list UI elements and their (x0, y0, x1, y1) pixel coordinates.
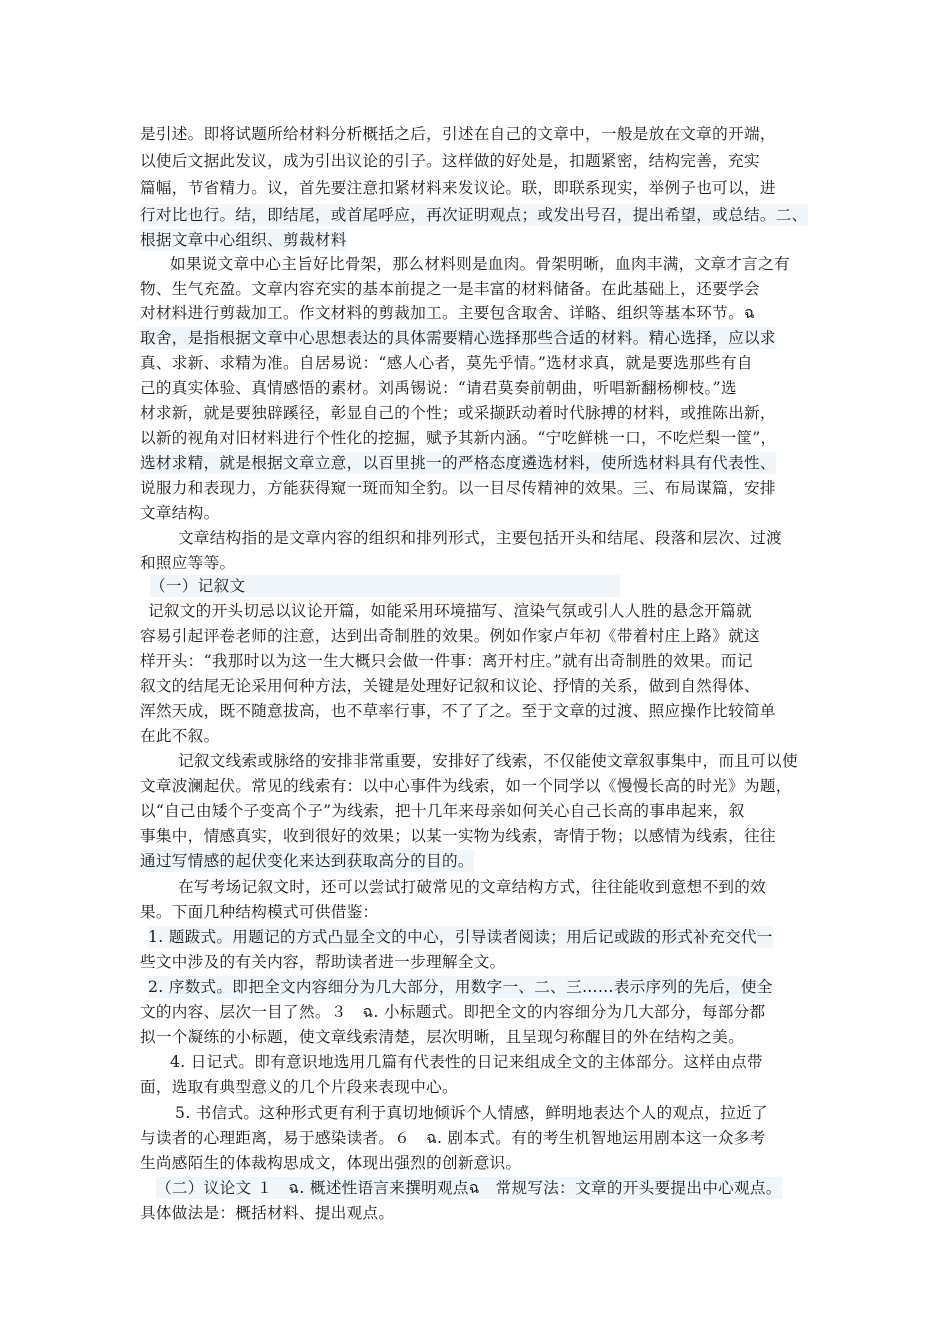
text-line: （二）议论文 １ ฉ. 概述性语言来撰明观点ฉ 常规写法：文章的开头要提出中心观点。 (156, 1179, 782, 1197)
text-line: 5. 书信式。这种形式更有利于真切地倾诉个人情感，鲜明地表达个人的观点，拉近了 (175, 1104, 768, 1122)
text-line: 物、生气充盈。文章内容充实的基本前提之一是丰富的材料储备。在此基础上，还要学会 (140, 280, 760, 298)
text-line: 具体做法是：概括材料、提出观点。 (140, 1204, 395, 1222)
text-line: 是引述。即将试题所给材料分析概括之后，引述在自己的文章中，一般是放在文章的开端， (140, 125, 776, 143)
text-line: 如果说文章中心主旨好比骨架，那么材料则是血肉。骨架明晰，血肉丰满，文章才言之有 (170, 255, 790, 273)
text-line: 样开头：“我那时以为这一生大概只会做一件事：离开村庄。”就有出奇制胜的效果。而记 (140, 652, 753, 670)
text-line: 以“自己由矮个子变高个子”为线索，把十几年来母亲如何关心自己长高的事串起来，叙 (140, 802, 745, 820)
text-line: 文的内容、层次一目了然。３ ฉ. 小标题式。即把全文的内容细分为几大部分，每部分都 (140, 1003, 766, 1021)
text-line: 容易引起评卷老师的注意，达到出奇制胜的效果。例如作家卢年初《带着村庄上路》就这 (140, 627, 760, 645)
text-line: 文章结构指的是文章内容的组织和排列形式，主要包括开头和结尾、段落和层次、过渡 (178, 529, 782, 547)
text-line: 以新的视角对旧材料进行个性化的挖掘，赋予其新内涵。“宁吃鲜桃一口，不吃烂梨一筐”， (140, 429, 777, 447)
text-line: 1. 题跋式。用题记的方式凸显全文的中心，引导读者阅读；用后记或跋的形式补充交代一 (148, 928, 773, 946)
text-line: 生尚感陌生的体裁构思成文，体现出强烈的创新意识。 (140, 1154, 522, 1172)
text-line: 与读者的心理距离，易于感染读者。６ ฉ. 剧本式。有的考生机智地运用剧本这一众多考 (140, 1129, 766, 1147)
text-line: 在此不叙。 (140, 727, 220, 745)
text-line: 和照应等等。 (140, 554, 236, 572)
text-line: 些文中涉及的有关内容，帮助读者进一步理解全文。 (140, 953, 506, 971)
section-heading: （一）记叙文 (150, 575, 620, 597)
text-line: 文章波澜起伏。常见的线索有：以中心事件为线索，如一个同学以《慢慢长高的时光》为题， (140, 777, 792, 795)
text-line: 记叙文线索或脉络的安排非常重要，安排好了线索，不仅能使文章叙事集中，而且可以使 (178, 752, 798, 770)
text-line: 果。下面几种结构模式可供借鉴： (140, 903, 379, 921)
text-line: 篇幅，节省精力。议，首先要注意扣紧材料来发议论。联，即联系现实，举例子也可以，进 (140, 179, 776, 197)
text-line: 己的真实体验、真情感悟的素材。刘禹锡说：“请君莫奏前朝曲，听唱新翻杨柳枝。”选 (140, 379, 737, 397)
text-line: 对材料进行剪裁加工。作文材料的剪裁加工。主要包含取舍、详略、组织等基本环节。ฉ (140, 304, 755, 322)
text-line: 以使后文据此发议，成为引出议论的引子。这样做的好处是，扣题紧密，结构完善，充实 (140, 152, 760, 170)
text-line: 文章结构。 (140, 504, 220, 522)
text-line: 浑然天成，既不随意拔高，也不草率行事，不了了之。至于文章的过渡、照应操作比较简单 (140, 702, 776, 720)
text-line: 4. 日记式。即有意识地选用几篇有代表性的日记来组成全文的主体部分。这样由点带 (170, 1053, 763, 1071)
text-line: 材求新，就是要独辟蹊径，彰显自己的个性；或采撷跃动着时代脉搏的材料，或推陈出新， (140, 404, 776, 422)
text-line: 行对比也行。结，即结尾，或首尾呼应，再次证明观点；或发出号召，提出希望，或总结。二、 (140, 206, 808, 224)
text-line: 通过写情感的起伏变化来达到获取高分的目的。 (140, 852, 474, 870)
text-line: 面，选取有典型意义的几个片段来表现中心。 (140, 1078, 458, 1096)
text-line: 2. 序数式。即把全文内容细分为几大部分，用数字一、二、三……表示序列的先后，使全 (148, 978, 773, 996)
text-line: 记叙文的开头切忌以议论开篇，如能采用环境描写、渲染气氛或引人人胜的悬念开篇就 (148, 602, 752, 620)
text-line: 在写考场记叙文时，还可以尝试打破常见的文章结构方式，往往能收到意想不到的效 (178, 878, 767, 896)
text-line: 说服力和表现力，方能获得窥一斑而知全豹。以一目尽传精神的效果。三、布局谋篇，安排 (140, 479, 776, 497)
text-line: 根据文章中心组织、剪裁材料 (140, 231, 347, 249)
text-line: 事集中，情感真实，收到很好的效果；以某一实物为线索，寄情于物；以感情为线索，往往 (140, 827, 776, 845)
text-line: 拟一个凝练的小标题，使文章线索清楚，层次明晰，且呈现匀称醒目的外在结构之美。 (140, 1028, 744, 1046)
text-line: 取舍，是指根据文章中心思想表达的具体需要精心选择那些合适的材料。精心选择，应以求 (140, 329, 776, 347)
text-line: 叙文的结尾无论采用何种方法，关键是处理好记叙和议论、抒情的关系，做到自然得体、 (140, 677, 760, 695)
text-line: 真、求新、求精为准。自居易说：“感人心者，莫先乎情。”选材求真，就是要选那些有自 (140, 354, 753, 372)
text-line: 选材求精，就是根据文章立意，以百里挑一的严格态度遴选材料，使所选材料具有代表性、 (140, 454, 776, 472)
